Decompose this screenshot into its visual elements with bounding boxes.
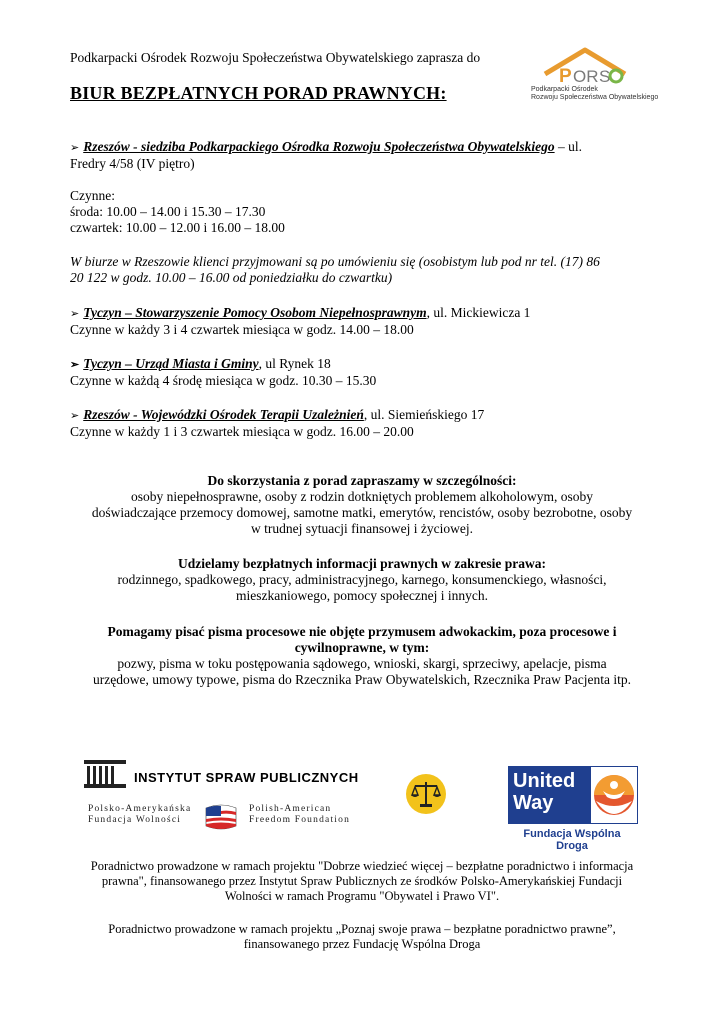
paf-pl-1: Polsko-Amerykańska — [88, 804, 192, 814]
united-way-emblem-icon — [591, 767, 637, 823]
paf-en-2: Freedom Foundation — [249, 815, 351, 825]
location-main — [70, 139, 670, 172]
paf-pl-2: Fundacja Wolności — [88, 815, 182, 825]
section-heading-2: cywilnoprawne, w tym: — [294, 640, 430, 655]
section-line: doświadczające przemocy domowej, samotne matki, emerytów, rencistów, osoby bezrobotne, osoby — [91, 505, 633, 520]
section-line: urzędowe, umowy typowe, pisma do Rzecznika Praw Obywatelskich, Rzecznika Praw Pacjenta itp. — [93, 672, 631, 687]
svg-text:S: S — [599, 67, 611, 86]
location-main-address-a: – ul. — [554, 139, 582, 154]
branch-hours: Czynne w każdy 3 i 4 czwartek miesiąca w godz. 14.00 – 18.00 — [70, 322, 414, 337]
section-target-groups — [60, 473, 664, 537]
branch-address: , ul Rynek 18 — [258, 356, 331, 371]
section-line: mieszkaniowego, pomocy społecznej i innych. — [236, 588, 488, 603]
arrow-icon: ➢ — [70, 142, 80, 154]
branch-item — [70, 305, 670, 338]
united-way-badge — [508, 766, 638, 824]
united-way-line2: Way — [513, 792, 554, 814]
branch-item — [70, 407, 670, 440]
united-way-logo — [508, 766, 638, 852]
hours-line2: czwartek: 10.00 – 12.00 i 16.00 – 18.00 — [70, 220, 285, 235]
branch-name: Rzeszów - Wojewódzki Ośrodek Terapii Uzależnień — [83, 407, 364, 422]
footer-line: Poradnictwo prowadzone w ramach projektu „Poznaj swoje prawa – bezpłatne poradnictwo prawne”, — [108, 922, 616, 936]
branch-name: Tyczyn – Stowarzyszenie Pomocy Osobom Niepełnosprawnym — [83, 305, 427, 320]
intro-text: Podkarpacki Ośrodek Rozwoju Społeczeństwa Obywatelskiego zaprasza do — [70, 50, 481, 65]
paf-en-1: Polish-American — [249, 804, 332, 814]
hours-line1: środa: 10.00 – 14.00 i 15.30 – 17.30 — [70, 204, 266, 219]
legal-scales-logo — [405, 773, 447, 815]
appointment-note — [70, 254, 670, 286]
svg-text:OR: OR — [573, 67, 599, 86]
footer-project-2 — [60, 922, 664, 952]
section-documents — [60, 624, 664, 688]
branch-item — [70, 356, 670, 389]
note-line1: W biurze w Rzeszowie klienci przyjmowani są po umówieniu się (osobistym lub pod nr tel. (17) 86 — [70, 254, 600, 269]
page-title: BIUR BEZPŁATNYCH PORAD PRAWNYCH: — [70, 83, 447, 103]
branch-hours: Czynne w każdą 4 środę miesiąca w godz. 10.30 – 15.30 — [70, 373, 377, 388]
section-line: rodzinnego, spadkowego, pracy, administracyjnego, karnego, konsumenckiego, własności, — [117, 572, 607, 587]
footer-line: Wolności w ramach Programu "Obywatel i Prawo VI". — [224, 889, 500, 903]
svg-text:P: P — [559, 66, 572, 87]
section-line: pozwy, pisma w toku postępowania sądowego, wnioski, skargi, sprzeciwy, apelacje, pisma — [117, 656, 607, 671]
arrow-icon: ➢ — [70, 308, 80, 320]
united-way-sub: Fundacja Wspólna Droga — [523, 828, 621, 852]
location-main-address-b: Fredry 4/58 (IV piętro) — [70, 156, 195, 171]
branch-name: Tyczyn – Urząd Miasta i Gminy — [83, 356, 259, 371]
section-line: osoby niepełnosprawne, osoby z rodzin dotkniętych problemem alkoholowym, osoby — [131, 489, 593, 504]
porso-logo-line1: Podkarpacki Ośrodek — [531, 86, 598, 93]
paf-logo — [84, 804, 374, 834]
porso-logo — [527, 44, 667, 108]
arrow-icon: ➢ — [70, 359, 80, 371]
columns-icon — [84, 760, 126, 788]
section-heading: Do skorzystania z porad zapraszamy w szczególności: — [207, 473, 517, 488]
branch-address: , ul. Mickiewicza 1 — [426, 305, 531, 320]
footer-line: finansowanego przez Fundację Wspólna Droga — [243, 937, 481, 951]
flag-icon — [204, 802, 238, 832]
united-way-line1: United — [513, 770, 576, 792]
hours-label: Czynne: — [70, 188, 115, 203]
note-line2: 20 122 w godz. 10.00 – 16.00 od poniedziałku do czwartku) — [70, 270, 393, 285]
branch-address: , ul. Siemieńskiego 17 — [363, 407, 485, 422]
isp-logo — [84, 760, 374, 790]
porso-logo-line2: Rozwoju Społeczeństwa Obywatelskiego — [531, 94, 659, 101]
section-line: w trudnej sytuacji finansowej i życiowej. — [251, 521, 473, 536]
footer-project-1 — [60, 859, 664, 904]
location-main-name: Rzeszów - siedziba Podkarpackiego Ośrodka Rozwoju Społeczeństwa Obywatelskiego — [83, 139, 555, 154]
branch-hours: Czynne w każdy 1 i 3 czwartek miesiąca w godz. 16.00 – 20.00 — [70, 424, 414, 439]
footer-line: prawna", finansowanego przez Instytut Spraw Publicznych ze środków Polsko-Amerykańskiej Fundacji — [101, 874, 623, 888]
section-law-areas — [60, 556, 664, 604]
section-heading: Udzielamy bezpłatnych informacji prawnych w zakresie prawa: — [178, 556, 546, 571]
arrow-icon: ➢ — [70, 410, 80, 422]
isp-name: INSTYTUT SPRAW PUBLICZNYCH — [134, 770, 359, 785]
section-heading: Pomagamy pisać pisma procesowe nie objęte przymusem adwokackim, poza procesowe i — [107, 624, 617, 639]
footer-line: Poradnictwo prowadzone w ramach projektu "Dobrze wiedzieć więcej – bezpłatne poradnictwo i informacja — [90, 859, 634, 873]
scales-icon — [405, 773, 447, 815]
hours-block — [70, 188, 670, 236]
